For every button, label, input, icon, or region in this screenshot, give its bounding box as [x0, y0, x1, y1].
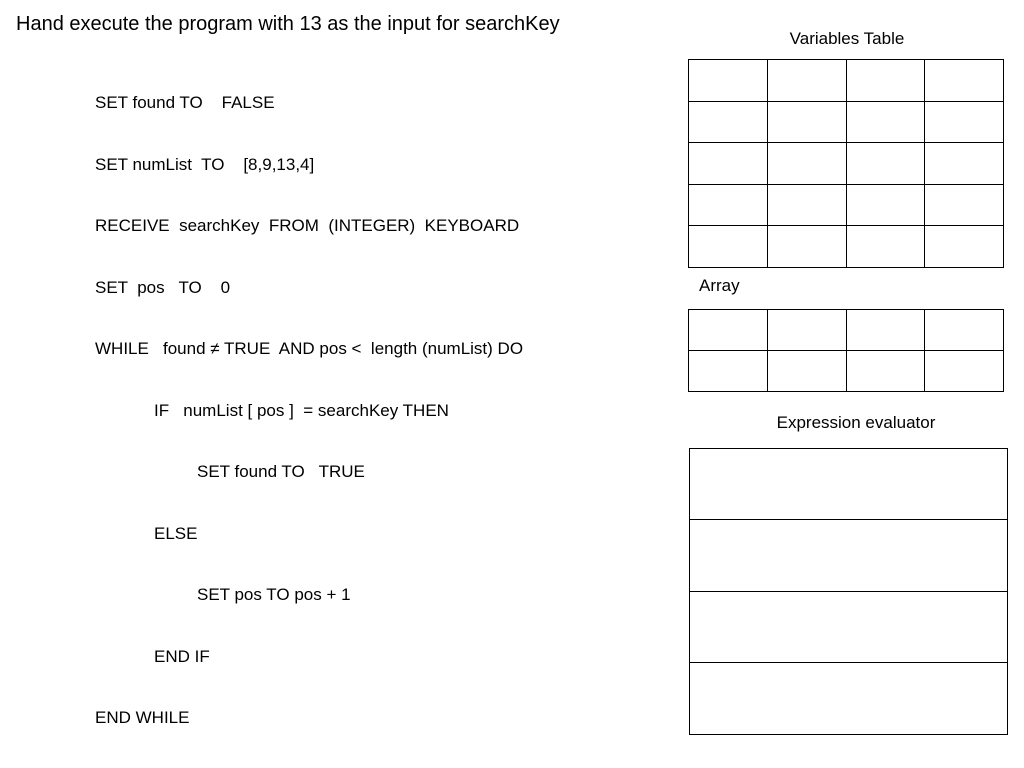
array-cell[interactable]	[689, 351, 768, 392]
expression-evaluator-row[interactable]	[690, 449, 1007, 520]
code-line: RECEIVE searchKey FROM (INTEGER) KEYBOARD	[95, 216, 520, 235]
variables-cell[interactable]	[689, 101, 768, 143]
code-line: SET found TO FALSE	[95, 93, 275, 112]
code-line: SET found TO TRUE	[197, 462, 365, 481]
expression-evaluator-row[interactable]	[690, 663, 1007, 734]
variables-cell[interactable]	[925, 226, 1004, 268]
variables-cell[interactable]	[925, 60, 1004, 102]
variables-cell[interactable]	[767, 143, 846, 185]
array-cell[interactable]	[767, 351, 846, 392]
variables-cell[interactable]	[767, 226, 846, 268]
expression-evaluator	[689, 448, 1008, 735]
array-cell[interactable]	[846, 351, 925, 392]
code-line: END WHILE	[95, 708, 190, 727]
variables-cell[interactable]	[689, 60, 768, 102]
variables-table	[688, 59, 1004, 268]
variables-cell[interactable]	[846, 143, 925, 185]
array-cell[interactable]	[925, 351, 1004, 392]
variables-cell[interactable]	[767, 101, 846, 143]
variables-cell[interactable]	[846, 226, 925, 268]
variables-cell[interactable]	[767, 184, 846, 226]
variables-cell[interactable]	[767, 60, 846, 102]
expression-evaluator-row[interactable]	[690, 592, 1007, 663]
code-line: SET pos TO pos + 1	[197, 585, 351, 604]
variables-cell[interactable]	[689, 143, 768, 185]
code-line: IF numList [ pos ] = searchKey THEN	[154, 401, 449, 420]
variables-cell[interactable]	[925, 143, 1004, 185]
array-cell[interactable]	[689, 310, 768, 351]
variables-cell[interactable]	[689, 226, 768, 268]
variables-cell[interactable]	[925, 184, 1004, 226]
code-line: END IF	[154, 647, 210, 666]
page-title: Hand execute the program with 13 as the input for searchKey	[16, 13, 560, 35]
expression-evaluator-label: Expression evaluator	[776, 413, 936, 432]
variables-cell[interactable]	[846, 101, 925, 143]
code-line: WHILE found ≠ TRUE AND pos < length (numList) DO	[95, 339, 524, 358]
array-cell[interactable]	[846, 310, 925, 351]
array-label: Array	[699, 276, 740, 295]
array-cell[interactable]	[767, 310, 846, 351]
variables-cell[interactable]	[689, 184, 768, 226]
code-line: SET pos TO 0	[95, 278, 231, 297]
array-table	[688, 309, 1004, 392]
variables-cell[interactable]	[846, 60, 925, 102]
variables-cell[interactable]	[846, 184, 925, 226]
array-cell[interactable]	[925, 310, 1004, 351]
code-line: SET numList TO [8,9,13,4]	[95, 155, 315, 174]
expression-evaluator-row[interactable]	[690, 520, 1007, 591]
variables-cell[interactable]	[925, 101, 1004, 143]
variables-table-label: Variables Table	[789, 29, 905, 48]
code-line: ELSE	[154, 524, 198, 543]
